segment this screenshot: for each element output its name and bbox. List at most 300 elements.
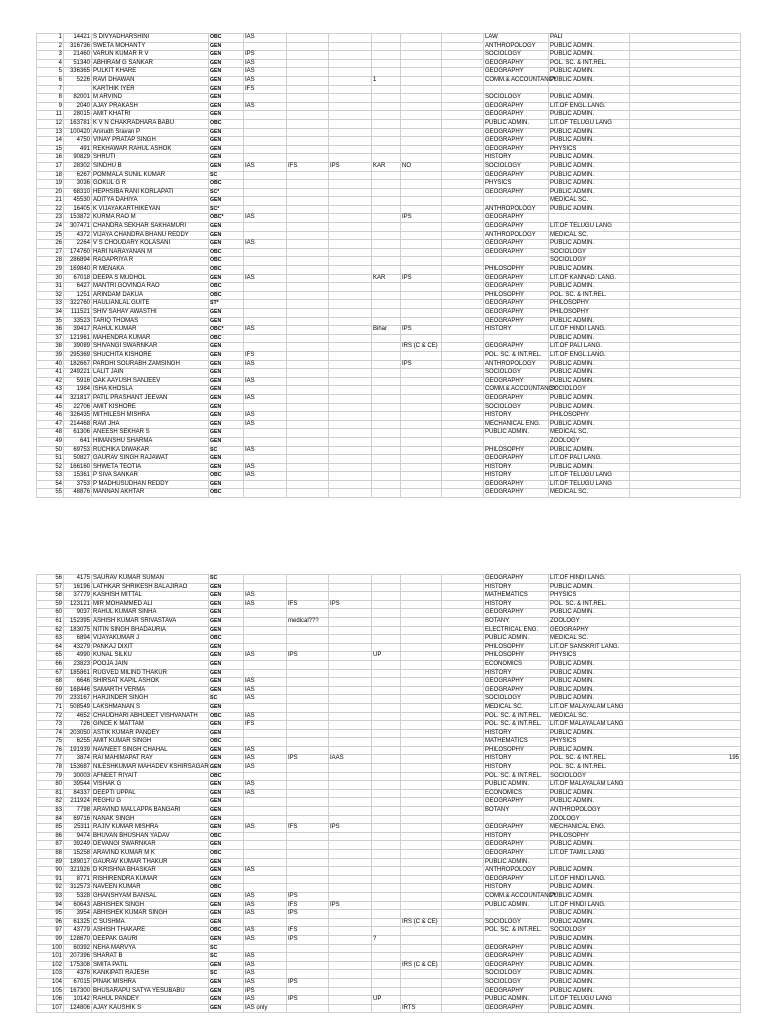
table-cell: K V N CHAKRADHARA BABU — [92, 119, 209, 128]
table-cell — [442, 600, 484, 609]
table-cell: 43779 — [64, 927, 92, 936]
table-cell — [329, 197, 372, 206]
table-cell: IAS — [244, 910, 287, 919]
table-cell — [372, 918, 401, 927]
table-cell: SC — [209, 970, 244, 979]
table-cell — [401, 609, 442, 618]
table-cell — [484, 910, 549, 919]
table-cell — [372, 669, 401, 678]
table-cell — [287, 789, 329, 798]
table-cell: MEDICAL SC. — [549, 489, 630, 498]
table-cell: IPS — [244, 987, 287, 996]
table-cell: 307471 — [64, 223, 92, 232]
table-cell — [329, 343, 372, 352]
table-cell — [442, 729, 484, 738]
table-cell — [442, 455, 484, 464]
table-cell: 84337 — [64, 789, 92, 798]
table-cell: NO — [401, 162, 442, 171]
table-cell: OBC — [209, 334, 244, 343]
table-cell — [329, 626, 372, 635]
table-cell — [372, 257, 401, 266]
table-cell — [287, 394, 329, 403]
table-cell: ZOOLOGY — [549, 815, 630, 824]
table-cell — [372, 892, 401, 901]
table-cell: 124806 — [64, 1004, 92, 1013]
table-cell: GOKUL G R — [92, 180, 209, 189]
table-cell — [287, 205, 329, 214]
table-row — [37, 119, 741, 128]
table-cell: 726 — [64, 721, 92, 730]
table-cell — [329, 137, 372, 146]
table-cell: PUBLIC ADMIN. — [549, 798, 630, 807]
table-cell — [287, 283, 329, 292]
table-cell — [630, 180, 741, 189]
table-cell: LIT.OF HINDI LANG. — [549, 875, 630, 884]
table-cell — [442, 798, 484, 807]
table-cell — [372, 480, 401, 489]
table-cell: POL. SC. & INT.REL. — [549, 59, 630, 68]
table-cell: PHILOSOPHY — [549, 309, 630, 318]
table-cell: 6427 — [64, 283, 92, 292]
table-cell — [442, 59, 484, 68]
table-cell — [442, 738, 484, 747]
table-cell — [329, 334, 372, 343]
table-cell: PUBLIC ADMIN. — [484, 781, 549, 790]
table-cell: PUBLIC ADMIN. — [549, 841, 630, 850]
table-cell — [401, 712, 442, 721]
table-cell — [372, 875, 401, 884]
table-cell: NAVEEN KUMAR — [92, 884, 209, 893]
table-cell: 42 — [37, 377, 64, 386]
table-cell — [287, 669, 329, 678]
table-row — [37, 180, 741, 189]
table-cell: 76 — [37, 746, 64, 755]
table-cell — [244, 128, 287, 137]
table-cell: OBC — [209, 832, 244, 841]
table-cell — [630, 343, 741, 352]
table-cell — [630, 609, 741, 618]
table-cell: GAURAV SINGH RAJAWAT — [92, 455, 209, 464]
table-cell: 14421 — [64, 34, 92, 43]
table-cell — [401, 772, 442, 781]
table-cell: RUGVED MILIND THAKUR — [92, 669, 209, 678]
table-cell: OBC — [209, 257, 244, 266]
table-cell — [630, 850, 741, 859]
table-cell — [401, 240, 442, 249]
table-cell — [244, 197, 287, 206]
table-cell: 57 — [37, 583, 64, 592]
table-cell: IAS — [244, 214, 287, 223]
table-cell: 174760 — [64, 248, 92, 257]
table-cell — [630, 738, 741, 747]
table-cell: M ARVIND — [92, 94, 209, 103]
table-cell: 55 — [37, 489, 64, 498]
table-cell: PHILOSOPHY — [484, 446, 549, 455]
table-cell — [329, 738, 372, 747]
table-cell: BOTANY — [484, 617, 549, 626]
table-cell: SAMARTH VERMA — [92, 686, 209, 695]
table-cell: Bihar — [372, 326, 401, 335]
table-cell — [372, 68, 401, 77]
table-cell: POL. SC. & INT.REL. — [484, 351, 549, 360]
table-cell — [630, 901, 741, 910]
table-cell — [630, 824, 741, 833]
table-cell: 21460 — [64, 51, 92, 60]
table-cell — [244, 291, 287, 300]
table-cell — [329, 283, 372, 292]
table-cell — [287, 583, 329, 592]
table-cell: 67018 — [64, 274, 92, 283]
table-cell: 79 — [37, 772, 64, 781]
table-cell — [401, 703, 442, 712]
table-cell: 12 — [37, 119, 64, 128]
table-cell — [442, 42, 484, 51]
table-cell — [442, 472, 484, 481]
table-cell — [372, 171, 401, 180]
table-cell: IAS — [244, 59, 287, 68]
table-cell — [244, 317, 287, 326]
table-row — [37, 944, 741, 953]
table-cell — [401, 137, 442, 146]
table-cell: AMIT KISHORE — [92, 403, 209, 412]
table-cell: RAHUL KUMAR — [92, 326, 209, 335]
table-cell — [329, 171, 372, 180]
table-cell — [630, 128, 741, 137]
table-cell — [630, 437, 741, 446]
table-cell: POL. SC. & INT.REL. — [549, 764, 630, 773]
table-cell — [442, 188, 484, 197]
table-cell — [401, 377, 442, 386]
table-cell — [630, 643, 741, 652]
table-cell — [372, 987, 401, 996]
table-cell — [442, 1004, 484, 1013]
table-cell — [630, 145, 741, 154]
table-cell — [372, 961, 401, 970]
table-cell — [372, 927, 401, 936]
table-cell — [244, 815, 287, 824]
table-cell: IAS — [244, 678, 287, 687]
table-row — [37, 617, 741, 626]
table-cell: SOCIOLOGY — [549, 248, 630, 257]
spreadsheet-table-top — [36, 33, 741, 498]
table-cell: 59 — [37, 600, 64, 609]
table-row — [37, 729, 741, 738]
table-cell: 30 — [37, 274, 64, 283]
table-cell — [287, 377, 329, 386]
table-cell: PUBLIC ADMIN. — [549, 283, 630, 292]
table-cell — [630, 463, 741, 472]
table-cell — [442, 326, 484, 335]
table-cell: GEN — [209, 961, 244, 970]
table-cell — [287, 695, 329, 704]
table-cell: ST* — [209, 300, 244, 309]
table-cell — [329, 583, 372, 592]
table-cell — [287, 489, 329, 498]
table-cell — [372, 59, 401, 68]
table-cell — [244, 403, 287, 412]
table-cell: HISTORY — [484, 412, 549, 421]
table-row — [37, 935, 741, 944]
table-row — [37, 171, 741, 180]
table-cell: P MADHUSUDHAN REDDY — [92, 480, 209, 489]
table-cell — [401, 102, 442, 111]
table-cell — [630, 231, 741, 240]
table-cell — [287, 360, 329, 369]
table-cell: ANTHROPOLOGY — [484, 867, 549, 876]
table-cell — [287, 300, 329, 309]
table-cell — [372, 34, 401, 43]
table-cell: ARAVIND KUMAR M K — [92, 850, 209, 859]
table-cell — [442, 137, 484, 146]
table-cell — [329, 489, 372, 498]
table-cell — [401, 145, 442, 154]
table-cell: IAS — [244, 764, 287, 773]
table-cell: OBC — [209, 266, 244, 275]
table-cell: IPS — [401, 326, 442, 335]
table-cell — [287, 832, 329, 841]
table-cell: 77 — [37, 755, 64, 764]
table-cell: SHUCHITA KISHORE — [92, 351, 209, 360]
table-cell — [484, 85, 549, 94]
table-cell — [287, 145, 329, 154]
table-cell: VIJAYAKUMAR J — [92, 635, 209, 644]
table-cell — [442, 789, 484, 798]
table-cell: 48 — [37, 429, 64, 438]
table-cell: POMMALA SUNIL KUMAR — [92, 171, 209, 180]
table-cell — [401, 119, 442, 128]
table-cell — [442, 721, 484, 730]
table-cell — [630, 935, 741, 944]
table-cell: ABHISHEK KUMAR SINGH — [92, 910, 209, 919]
table-cell: 211924 — [64, 798, 92, 807]
table-cell — [372, 617, 401, 626]
table-cell — [244, 223, 287, 232]
table-cell — [329, 188, 372, 197]
table-cell: PUBLIC ADMIN. — [484, 996, 549, 1005]
table-cell: HISTORY — [484, 600, 549, 609]
table-cell — [329, 455, 372, 464]
table-cell — [372, 953, 401, 962]
table-cell — [372, 978, 401, 987]
table-row — [37, 205, 741, 214]
table-cell: 336365 — [64, 68, 92, 77]
table-cell: 183075 — [64, 626, 92, 635]
table-cell: GEN — [209, 240, 244, 249]
table-cell: GEN — [209, 583, 244, 592]
table-row — [37, 283, 741, 292]
table-cell: ANTHROPOLOGY — [484, 360, 549, 369]
table-cell: LIT.OF KANNAD. LANG. — [549, 274, 630, 283]
table-cell: 62 — [37, 626, 64, 635]
table-row — [37, 575, 741, 584]
table-cell: GEN — [209, 59, 244, 68]
table-cell: IAS — [244, 326, 287, 335]
table-cell: VARUN KUMAR R V — [92, 51, 209, 60]
table-cell: LIT.OF TELUGU LANG — [549, 472, 630, 481]
table-cell — [329, 76, 372, 85]
table-cell — [372, 609, 401, 618]
table-cell: 93 — [37, 892, 64, 901]
table-cell: ? — [372, 935, 401, 944]
table-cell: GEN — [209, 841, 244, 850]
table-cell — [401, 283, 442, 292]
table-cell: GEOGRAPHY — [484, 798, 549, 807]
table-cell — [329, 480, 372, 489]
table-cell: IAS — [244, 463, 287, 472]
table-cell: 69753 — [64, 446, 92, 455]
table-cell — [630, 420, 741, 429]
table-cell — [372, 197, 401, 206]
table-cell: OBC — [209, 850, 244, 859]
table-cell — [630, 815, 741, 824]
table-cell: GEN — [209, 600, 244, 609]
table-cell: GEN — [209, 1004, 244, 1013]
table-cell — [442, 489, 484, 498]
table-cell — [372, 188, 401, 197]
table-cell: 96 — [37, 918, 64, 927]
table-cell — [630, 51, 741, 60]
table-cell — [630, 429, 741, 438]
table-cell: SOCIOLOGY — [484, 978, 549, 987]
table-cell: OBC — [209, 180, 244, 189]
table-cell — [442, 300, 484, 309]
table-cell — [329, 815, 372, 824]
table-cell: GEN — [209, 910, 244, 919]
table-cell: 39417 — [64, 326, 92, 335]
table-cell: GEN — [209, 412, 244, 421]
table-cell: 207396 — [64, 953, 92, 962]
table-cell: NEHA MARVYA — [92, 944, 209, 953]
table-cell: GEN — [209, 609, 244, 618]
table-cell — [442, 248, 484, 257]
table-cell — [630, 712, 741, 721]
table-cell — [287, 240, 329, 249]
table-cell — [329, 841, 372, 850]
table-cell — [372, 884, 401, 893]
table-cell: 43 — [37, 386, 64, 395]
table-cell: GEOGRAPHY — [484, 575, 549, 584]
table-cell: MEDICAL SC. — [484, 703, 549, 712]
table-cell: SOCIOLOGY — [484, 51, 549, 60]
table-cell: 8 — [37, 94, 64, 103]
table-row — [37, 755, 741, 764]
table-cell: RAJIV KUMAR MISHRA — [92, 824, 209, 833]
table-row — [37, 145, 741, 154]
table-cell: SOCIOLOGY — [549, 386, 630, 395]
table-cell: IPS — [287, 910, 329, 919]
table-cell — [630, 446, 741, 455]
table-row — [37, 343, 741, 352]
table-cell — [549, 858, 630, 867]
table-cell: GEOGRAPHY — [484, 678, 549, 687]
table-cell: 65 — [37, 652, 64, 661]
table-cell: IAS — [244, 68, 287, 77]
table-cell: HARJINDER SINGH — [92, 695, 209, 704]
table-cell: IPS — [287, 892, 329, 901]
table-cell — [442, 231, 484, 240]
table-cell: 36 — [37, 326, 64, 335]
table-row — [37, 910, 741, 919]
table-cell: LIT.OF TELUGU LANG — [549, 480, 630, 489]
table-cell: GEOGRAPHY — [484, 145, 549, 154]
table-cell — [401, 789, 442, 798]
table-cell — [329, 94, 372, 103]
table-cell: PUBLIC ADMIN. — [549, 128, 630, 137]
table-cell — [442, 386, 484, 395]
table-cell — [630, 892, 741, 901]
table-cell: 15258 — [64, 850, 92, 859]
table-cell: ECONOMICS — [484, 660, 549, 669]
table-cell — [329, 429, 372, 438]
table-cell: OBC — [209, 772, 244, 781]
table-cell — [401, 807, 442, 816]
table-cell: IAS only — [244, 1004, 287, 1013]
table-cell: GEN — [209, 978, 244, 987]
table-cell — [401, 480, 442, 489]
table-cell: GEOGRAPHY — [484, 944, 549, 953]
table-cell: 14 — [37, 137, 64, 146]
table-cell — [287, 94, 329, 103]
table-cell — [372, 283, 401, 292]
table-row — [37, 798, 741, 807]
table-row — [37, 600, 741, 609]
table-cell — [401, 755, 442, 764]
table-cell — [630, 248, 741, 257]
table-cell: 6255 — [64, 738, 92, 747]
table-cell: MEDICAL SC. — [549, 712, 630, 721]
table-cell — [442, 197, 484, 206]
table-cell — [630, 1004, 741, 1013]
table-cell: IAS — [244, 76, 287, 85]
table-cell: IAS — [244, 240, 287, 249]
table-cell — [401, 652, 442, 661]
table-cell: IFS — [244, 721, 287, 730]
table-cell — [329, 678, 372, 687]
table-cell — [442, 437, 484, 446]
table-cell: PUBLIC ADMIN. — [549, 394, 630, 403]
table-cell — [442, 291, 484, 300]
table-cell: 203050 — [64, 729, 92, 738]
table-cell — [329, 953, 372, 962]
table-cell — [630, 214, 741, 223]
table-cell: 128670 — [64, 935, 92, 944]
table-cell: IAAS — [329, 755, 372, 764]
table-cell: RISHIRENDRA KUMAR — [92, 875, 209, 884]
table-cell — [244, 171, 287, 180]
table-cell: 214468 — [64, 420, 92, 429]
table-cell: LIT.OF TELUGU LANG — [549, 119, 630, 128]
table-cell: 94 — [37, 901, 64, 910]
table-cell — [329, 729, 372, 738]
table-cell: PANKAJ DIXIT — [92, 643, 209, 652]
table-cell — [442, 935, 484, 944]
table-cell: PUBLIC ADMIN. — [484, 858, 549, 867]
table-cell: OBC* — [209, 214, 244, 223]
table-cell: 32 — [37, 291, 64, 300]
table-cell: R MENAKA — [92, 266, 209, 275]
table-cell — [329, 918, 372, 927]
table-cell — [630, 240, 741, 249]
table-cell: SOCIOLOGY — [484, 403, 549, 412]
table-cell: UP — [372, 652, 401, 661]
table-cell — [372, 944, 401, 953]
table-cell: NILESHKUMAR MAHADEV KSHIRSAGAR — [92, 764, 209, 773]
table-cell: AJAY PRAKASH — [92, 102, 209, 111]
table-cell — [442, 901, 484, 910]
table-cell: COMM.& ACCOUNTANCY — [484, 892, 549, 901]
table-cell — [287, 266, 329, 275]
table-cell: PUBLIC ADMIN. — [549, 970, 630, 979]
